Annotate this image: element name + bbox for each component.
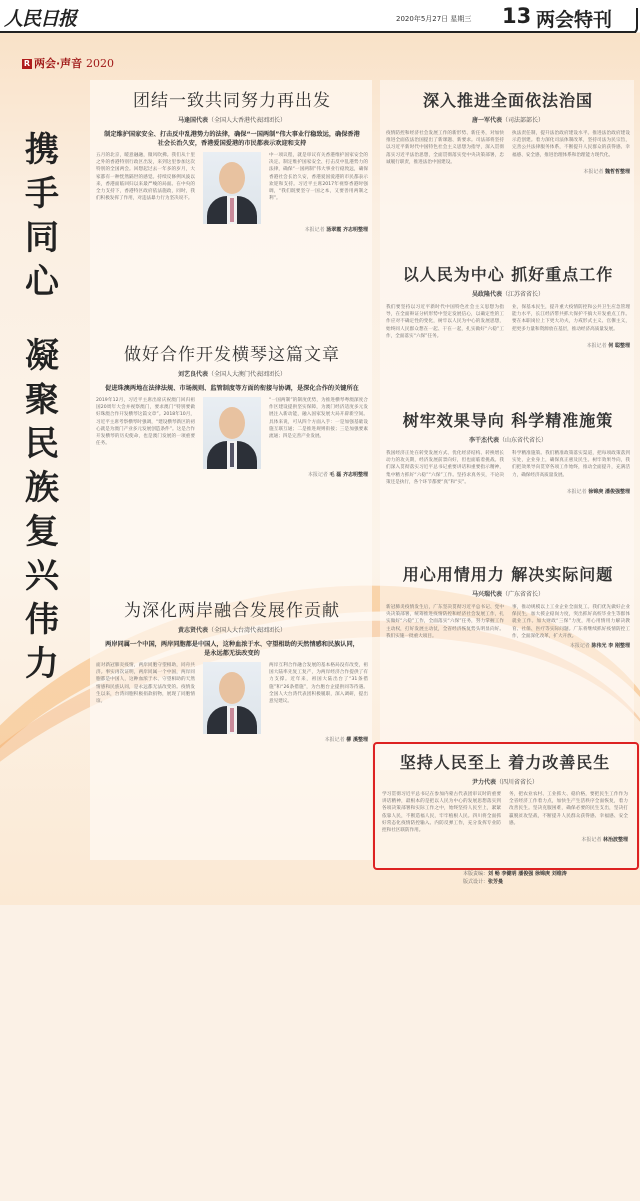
editors-label: 本版责编： — [463, 871, 489, 877]
article-credit — [386, 168, 630, 175]
author-photo — [203, 397, 261, 469]
credit-label: 本报记者 — [583, 169, 604, 176]
body-column: 执法责任制，提升法治政府建设水平。推进法治政府建设示范创建。着力深化司法体制改革，坚持司法为民宗旨，完善公共法律服务体系，不断提升人民群众的获得感、幸福感、安全感，推进治理体系和治理能力现代化。 — [512, 131, 630, 158]
page-footer — [463, 870, 567, 886]
article-lead: 制定维护国家安全、打击反中乱港势力的法律，确保“一国两制”伟大事业行稳致远，确保香港社会长治久安，香港爱国爱港的市民都表示欢迎和支持 — [104, 131, 360, 147]
editors-line — [463, 870, 567, 878]
article-lead: 两岸同属一个中国，两岸同胞都是中国人，这种血浓于水、守望相助的天然情感和民族认同，是永远都无法改变的 — [105, 641, 359, 657]
vertical-page-title — [22, 128, 62, 686]
credit-label: 本报记者 — [581, 837, 602, 844]
author-title: （山东省代省长） — [499, 437, 548, 444]
title-char: 同 — [25, 218, 59, 258]
body-column: 我国经济正处在转变发展方式、优化经济结构、转换增长动力的攻关期，经济发展前景向好，但也面临着挑战。我们深入贯彻落实习近平总书记重要讲话和重要指示精神，集中精力抓好“六稳”“六保”工作。坚持求真务实，不论决策还是执行，各个环节都要“真”和“实”。 — [386, 451, 504, 485]
article-byline — [96, 625, 368, 634]
column-tag-label: 两会·声音 — [34, 57, 83, 70]
article-taiwan[interactable] — [96, 596, 368, 743]
author-title: （全国人大澳门代表团团长） — [208, 371, 287, 378]
title-char: 凝 — [25, 336, 59, 376]
article-byline — [386, 115, 630, 124]
body-column: 两岸互利合作融合发展的基本格局没有改变，祖国大陆率先复工复产，为两岸经济合作提供了有力支撑。近年来，祖国大陆出台了“31条措施”和“26条措施”，为台胞台企提供同等待遇。全国人大台湾代表团积极履职，深入调研，提出意见建议。 — [269, 663, 368, 705]
body-column: 务，把农业农村、工业抓大、稳价格，要把民生工作作为全省经济工作着力点，加快生产生活秩序全面恢复，着力改善民生。坚决克服困难，确保必要的民生支出，坚决打赢脱贫攻坚战，不断提升人民群众获得感、幸福感、安全感。 — [509, 792, 628, 826]
author-title: （广东省省长） — [502, 591, 545, 598]
design-label: 版式设计： — [463, 879, 489, 885]
title-char: 心 — [25, 262, 59, 302]
design-line — [463, 878, 567, 886]
article-macao[interactable] — [96, 340, 368, 478]
credit-names: 柳 溪整理 — [346, 737, 368, 743]
credit-names: 毛 磊 齐志明整理 — [329, 472, 368, 478]
credit-label: 本报记者 — [307, 472, 328, 478]
article-jiangsu[interactable] — [386, 262, 630, 349]
title-char: 聚 — [25, 380, 59, 420]
article-byline — [386, 589, 630, 598]
body-column: “一国两制”的制度优势，为推进横琴粤澳深度合作区建设提供坚实保障，为澳门经济适度多元发展注入新动能，融入国家发展大局开辟新空间。具体来说，可从四个方面入手：一是加强基础设施互联互通；二是推进规则衔接；三是加强要素流通；四是完善产业发展。 — [269, 398, 368, 440]
credit-names: 林治波整理 — [602, 837, 628, 844]
author-name: 马逢国代表 — [177, 117, 208, 124]
body-column: 五月的北京，暖意融融，微风吹拂。我们从十里之外的香港特别行政区出发，来到这里参加这次特别的全国两会。回想起过去一年多的岁月，大家都有一种恍然隔世的感觉。持续反修例风波以来，香港面临回归以来最严峻的局面。在中央的全力支持下，香港特区政府依法施政，同时，我们积极发挥了作用，对违法暴力行为坚决说不。 — [96, 153, 195, 202]
title-gap — [22, 304, 62, 334]
article-credit — [386, 642, 630, 649]
masthead — [0, 0, 640, 32]
author-name: 尹力代表 — [471, 779, 496, 786]
credit-names: 汤翠霞 齐志明整理 — [326, 227, 368, 233]
article-credit — [382, 836, 628, 843]
author-title: （全国人大台湾代表团团长） — [208, 627, 287, 634]
author-name: 李干杰代表 — [468, 437, 499, 444]
credit-label: 本报记者 — [304, 227, 325, 233]
article-byline — [96, 115, 368, 124]
article-byline — [96, 369, 368, 378]
author-photo — [203, 152, 261, 224]
article-credit — [386, 342, 630, 349]
body-column: 2019年12月，习近平主席出席庆祝澳门回归祖国20周年大会并视察澳门，要求澳门“特别要做好珠澳合作开发横琴这篇文章”。2018年10月，习近平主席考察横琴时强调，“建设横琴新区的初心就是为澳门产业多元发展创造条件”。这是合作开发横琴的历史使命，也是澳门发展的一项重要任务。 — [96, 398, 195, 447]
title-char: 伟 — [25, 600, 59, 640]
section-title: 两会特刊 — [536, 9, 613, 31]
article-headline: 团结一致共同努力再出发 — [133, 91, 331, 111]
credit-label: 本报记者 — [566, 489, 587, 496]
article-headline: 以人民为中心 抓好重点工作 — [402, 265, 614, 284]
credit-names: 何 聪整理 — [608, 343, 630, 350]
article-guangdong[interactable] — [386, 562, 630, 649]
title-char: 族 — [25, 468, 59, 508]
article-headline: 为深化两岸融合发展作贡献 — [124, 601, 340, 621]
author-name: 刘艺良代表 — [177, 371, 208, 378]
credit-names: 徐锦庚 潘俊强整理 — [588, 489, 630, 496]
column-tag — [22, 55, 114, 71]
title-char: 兴 — [25, 556, 59, 596]
article-body — [386, 304, 630, 340]
column-tag-year: 2020 — [86, 57, 115, 70]
author-title: （司法部部长） — [502, 117, 545, 124]
author-title: （四川省省长） — [496, 779, 539, 786]
article-justice[interactable] — [386, 88, 630, 175]
article-body — [382, 791, 628, 834]
issue-date: 2020年5月27日 星期三 — [396, 15, 472, 23]
article-byline — [386, 435, 630, 444]
article-body — [386, 604, 630, 640]
credit-names: 魏哲哲整理 — [604, 169, 630, 176]
author-title: （全国人大香港代表团团长） — [208, 117, 287, 124]
title-char: 复 — [25, 512, 59, 552]
author-title: （江苏省省长） — [502, 291, 545, 298]
credit-names: 陈伟光 李 刚整理 — [591, 643, 630, 650]
article-body — [386, 130, 630, 166]
article-body — [96, 397, 368, 469]
body-column: 事，推动规模以上工业企业全面复工。我们优先做好企业保民生，加大援企稳岗力度，突出抓好高校毕业生等群体就业工作。加大财政“三保”力度，用心用情用力解决教育、社保、医疗等实际问题。广东将继续抓好疫情防控工作，全面深化改革，扩大开放。 — [512, 605, 630, 639]
article-byline — [386, 289, 630, 298]
article-lead: 促进珠澳两地在法律法规、市场规则、监管制度等方面的衔接与协调，是深化合作的关键所在 — [105, 385, 359, 392]
article-credit — [96, 226, 368, 233]
title-char: 手 — [25, 174, 59, 214]
article-body — [386, 450, 630, 486]
title-char: 力 — [25, 644, 59, 684]
editors-names: 刘 畅 李健明 潘俊强 徐锦庚 刘维涛 — [488, 871, 567, 877]
article-byline — [382, 777, 628, 786]
article-hongkong[interactable] — [96, 86, 368, 233]
article-sichuan[interactable] — [382, 750, 628, 843]
article-shandong[interactable] — [386, 408, 630, 495]
article-body — [96, 662, 368, 734]
title-char: 民 — [25, 424, 59, 464]
author-name: 吴政隆代表 — [471, 291, 502, 298]
body-column: 中一项议程，就是审议有关香港维护国家安全的决定。制定维护国家安全、打击反中乱港势力的法律，确保“一国两制”伟大事业行稳致远，确保香港社会长治久安，香港爱国爱港的市民都表示欢迎和支持。习近平主席2017年视察香港时强调，“我们既要坚守一国之本，又要善用两制之利”。 — [269, 153, 368, 202]
body-column: 疫情防控和经济社会发展工作的新形势、新任务，对加快推进全面依法治国提出了新课题、新要求。司法部将坚持以习近平新时代中国特色社会主义思想为指导，深入贯彻落实习近平法治思想，全面贯彻落实党中央决策部署，忠诚履行职责，推进法治中国建设。 — [386, 131, 504, 165]
author-photo — [203, 662, 261, 734]
author-name: 黄志贤代表 — [177, 627, 208, 634]
title-char: 携 — [25, 130, 59, 170]
article-credit — [96, 471, 368, 478]
designer-name: 张芳曼 — [488, 879, 504, 885]
article-headline: 坚持人民至上 着力改善民生 — [399, 753, 611, 772]
body-column: 我们要坚持以习近平新时代中国特色社会主义思想为指导，在全面辩证分析形势中坚定发展信心，以确定性的工作应对不确定性的变化，树牢以人民为中心的发展思想，始终同人民群众想在一起、干在一起，扎实做好“六稳”工作，全面落实“六保”任务。 — [386, 305, 504, 339]
body-column: 业，保基本民生，提升重大疫情防控和公共卫生应急管理能力水平，长江经济带共抓大保护不搞大开发重点工作。要在本职岗位上下更大功夫，力戒形式主义、官僚主义，把更多力量和资源放在基层，推动经济高质量发展。 — [512, 305, 630, 332]
article-headline: 用心用情用力 解决实际问题 — [402, 565, 614, 584]
author-name: 唐一军代表 — [471, 117, 502, 124]
credit-label: 本报记者 — [569, 643, 590, 650]
body-column: 面对新冠肺炎疫情，两岸同胞守望相助，同舟共济。事实再次证明，两岸同属一个中国，两岸同胞都是中国人，这种血浓于水、守望相助的天然情感和民族认同，是永远都无法改变的。疫情发生以来，台湾同胞积极捐款捐物，展现了同胞情谊。 — [96, 663, 195, 705]
body-column: 新冠肺炎疫情发生后，广东坚决贯彻习近平总书记、党中央决策部署，统筹推进疫情防控和经济社会发展工作，扎实做好“六稳”工作，全面落实“六保”任务，努力掌握工作主动权，打好发展主动仗，全省经济恢复势头明显向好。我们实施一批重大项目。 — [386, 605, 504, 639]
column-tag-icon: R — [23, 59, 31, 68]
newspaper-logo: 人民日报 — [4, 8, 77, 30]
article-body — [96, 152, 368, 224]
author-name: 马兴瑞代表 — [471, 591, 502, 598]
article-headline: 深入推进全面依法治国 — [422, 91, 593, 110]
article-headline: 做好合作开发横琴这篇文章 — [124, 345, 340, 365]
page-number: 13 — [502, 4, 532, 28]
article-credit — [386, 488, 630, 495]
credit-label: 本报记者 — [586, 343, 607, 350]
article-headline: 树牢效果导向 科学精准施策 — [402, 411, 614, 430]
body-column: 学习贯彻习近平总书记在参加内蒙古代表团审议时的重要讲话精神，最根本的是把以人民为中心的发展思想落实到各项决策部署和实际工作之中，始终坚持人民至上，紧紧依靠人民，不断造福人民，牢牢植根人民。四川将全面抓好常态化疫情防控输入、内防反弹工作，充分发挥专业防控和社区联防作用。 — [382, 792, 501, 834]
article-credit — [96, 736, 368, 743]
credit-label: 本报记者 — [324, 737, 345, 743]
body-column: 科学精准施策。我们精准政策落实渠道，把每项政策落到实处，企业身上，确保真正惠及民生。树牢效果导向，我们把效果导向贯穿各项工作始终，推动全面提升，充满活力，确保经济高质量发展。 — [512, 451, 630, 478]
